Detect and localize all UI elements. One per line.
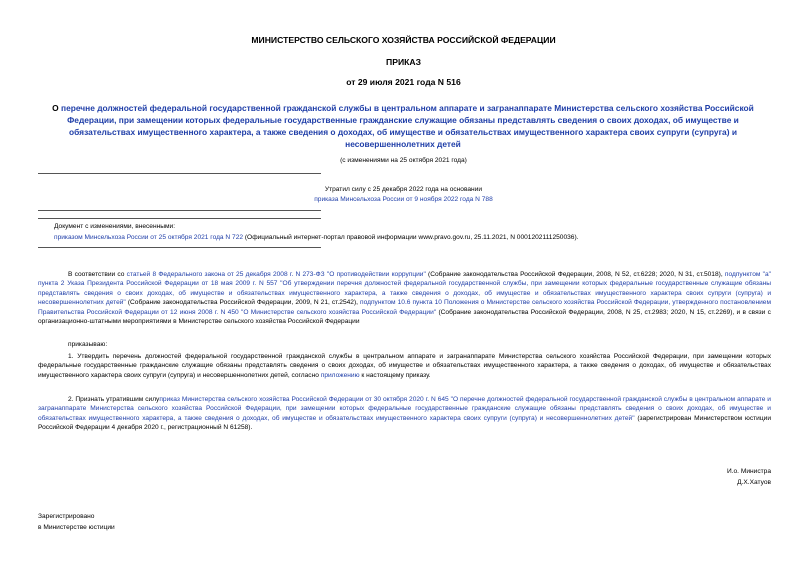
expired-line: Утратил силу с 25 декабря 2022 года на основании [324,186,483,193]
signature-name: Д.Х.Хатуов [737,479,771,486]
title-prefix: О [52,103,62,113]
amendments-block [54,222,774,242]
doc-type-heading: ПРИКАЗ [386,57,421,67]
appendix-link[interactable]: приложению [320,371,360,379]
ministry-heading: МИНИСТЕРСТВО СЕЛЬСКОГО ХОЗЯЙСТВА РОССИЙСКОЙ ФЕДЕРАЦИИ [251,35,556,45]
item-2-paragraph: 2. Признать утратившим силуприказ Министерства сельского хозяйства Российской Федерации от 30 октября 2020 г. N 645 "О перечне должностей федеральной государственной гражданской службы в центральном аппарате и загранаппарате Министерства сельского хозяйства Российской Федерации, при замещении которых федеральные государственные гражданские служащие обязаны представлять сведения о своих доходах, об имуществе и обязательствах имущественного характера, а также сведения о доходах, об имуществе и обязательствах имущественного характера своих супруги (супруга) и несовершеннолетних детей" (зарегистрирован Министерством юстиции Российской Федерации 4 декабря 2020 г., регистрационный N 61258). [38,396,772,432]
divider-rule [38,210,321,211]
amendment-source: (Официальный интернет-портал правовой информации www.pravo.gov.ru, 25.11.2021, N 0001202111250036). [243,234,579,241]
signature-block [600,466,771,488]
divider-rule [38,173,321,174]
amendment-link[interactable]: приказом Минсельхоза России от 25 октября 2021 года N 722 [54,234,244,241]
expired-notice [250,185,557,204]
title-link[interactable]: перечне должностей федеральной государственной гражданской службы в центральном аппарате и загранаппарате Министерства сельского хозяйства Российской Федерации, при замещении которых федеральные государственные гражданские служащие обязаны представлять сведения о своих доходах, об имуществе и обязательствах имущественного характера, а также сведения о доходах, об имуществе и обязательствах имущественного характера своих супруги (супруга) и несовершеннолетних детей [61,103,754,149]
registration-note: Зарегистрировано в Министерстве юстиции [38,513,115,531]
signature-position: И.о. Министра [726,468,771,475]
date-number-heading: от 29 июля 2021 года N 516 [346,77,461,87]
order-word: приказываю: [68,341,108,348]
decree-link[interactable]: подпунктом "а" пункта 2 Указа Президента Российской Федерации от 18 мая 2009 г. N 557 "Об утверждении перечня должностей федеральной государственной службы, при замещении которых федеральные государственные служащие обязаны представлять сведения о своих доходах, об имуществе и обязательствах имущественного характера, а также сведения о доходах, об имуществе и обязательствах имущественного характера своих супруги (супруга) и несовершеннолетних детей" [38,271,771,307]
document-title [42,102,764,150]
law-link[interactable]: статьей 8 Федерального закона от 25 декабря 2008 г. N 273-ФЗ "О противодействии коррупции" [126,271,426,278]
preamble-paragraph: В соответствии со статьей 8 Федерального закона от 25 декабря 2008 г. N 273-ФЗ "О противодействии коррупции" (Собрание законодательства Российской Федерации, 2008, N 52, ст.6228; 2020, N 31, ст.5018), подпунктом "а" пункта 2 Указа Президента Российской Федерации от 18 мая 2009 г. N 557 "Об утверждении перечня должностей федеральной государственной службы, при замещении которых федеральные государственные служащие обязаны представлять сведения о своих доходах, об имуществе и обязательствах имущественного характера, а также сведения о доходах, об имуществе и обязательствах имущественного характера своих супруги (супруга) и несовершеннолетних детей" (Собрание законодательства Российской Федерации, 2009, N 21, ст.2542), подпунктом 10.6 пункта 10 Положения о Министерстве сельского хозяйства Российской Федерации, утвержденного постановлением Правительства Российской Федерации от 12 июня 2008 г. N 450 "О Министерстве сельского хозяйства Российской Федерации" (Собрание законодательства Российской Федерации, 2008, N 25, ст.2983; 2020, N 15, ст.2269), и в связи с организационно-штатными мероприятиями в Министерстве сельского хозяйства Российской Федерации [38,271,771,326]
amendments-label: Документ с изменениями, внесенными: [54,223,176,230]
amendments-line [54,233,774,242]
revision-note: (с изменениями на 25 октября 2021 года) [340,157,467,164]
divider-rule [38,218,321,219]
repealed-order-link[interactable]: приказ Министерства сельского хозяйства Российской Федерации от 30 октября 2020 г. N 645 "О перечне должностей федеральной государственной гражданской службы в центральном аппарате и загранаппарате Министерства сельского хозяйства Российской Федерации, при замещении которых федеральные государственные гражданские служащие обязаны представлять сведения о своих доходах, об имуществе и обязательствах имущественного характера, а также сведения о доходах, об имуществе и обязательствах имущественного характера своих супруги (супруга) и несовершеннолетних детей" [38,396,771,422]
expired-link[interactable]: приказа Минсельхоза России от 9 ноября 2022 года N 788 [314,196,493,203]
regulation-link[interactable]: подпунктом 10.6 пункта 10 Положения о Министерстве сельского хозяйства Российской Федерации, утвержденного постановлением Правительства Российской Федерации от 12 июня 2008 г. N 450 "О Министерстве сельского хозяйства Российской Федерации" [38,299,771,316]
divider-rule [38,247,321,248]
item-1-paragraph: 1. Утвердить перечень должностей федеральной государственной гражданской службы в центральном аппарате и загранаппарате Министерства сельского хозяйства Российской Федерации, при замещении которых федеральные государственные гражданские служащие обязаны представлять сведения о своих доходах, об имуществе и обязательствах имущественного характера, а также сведения о доходах, об имуществе и обязательствах имущественного характера своих супруги (супруга) и несовершеннолетних детей, согласно приложению к настоящему приказу. [38,353,771,379]
